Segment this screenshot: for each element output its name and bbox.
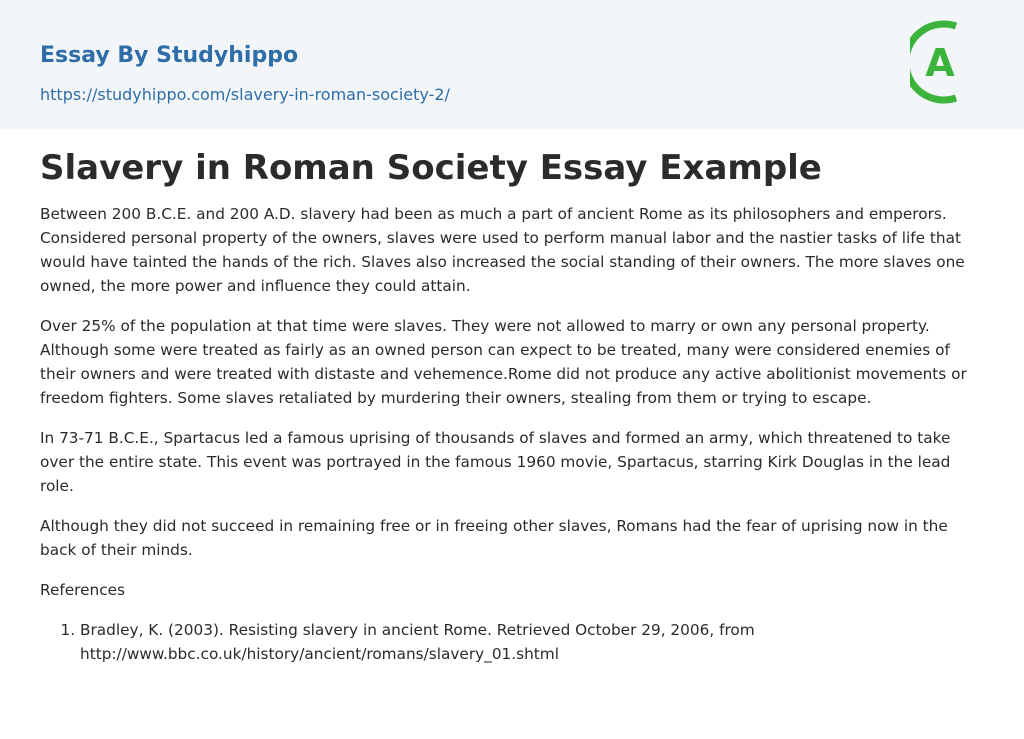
logo-letter: A bbox=[925, 41, 955, 85]
brand-title[interactable]: Essay By Studyhippo bbox=[40, 43, 299, 68]
page-url-link[interactable]: https://studyhippo.com/slavery-in-roman-society-2/ bbox=[40, 85, 450, 104]
paragraph-2: Over 25% of the population at that time were slaves. They were not allowed to marry or own any personal property. Although some were treated as fairly as an owned person can expect to be treated, many were considered enemies of their owners and were treated with distaste and vehemence.Rome did not produce any active abolitionist movements or freedom fighters. Some slaves retaliated by murdering their owners, stealing from them or trying to escape. bbox=[40, 317, 967, 407]
site-header bbox=[0, 0, 1024, 129]
paragraph-4: Although they did not succeed in remaining free or in freeing other slaves, Romans had the fear of uprising now in the back of their minds. bbox=[40, 517, 948, 559]
paragraph-1: Between 200 B.C.E. and 200 A.D. slavery had been as much a part of ancient Rome as its philosophers and emperors. Considered personal property of the owners, slaves were used to perform manual labor and the nastier tasks of life that would have tainted the hands of the rich. Slaves also increased the social standing of their owners. The more slaves one owned, the more power and influence they could attain. bbox=[40, 205, 965, 295]
reference-item: 1. Bradley, K. (2003). Resisting slavery in ancient Rome. Retrieved October 29, 2006, from http://www.bbc.co.uk/history/ancient/romans/slavery_01.shtml bbox=[80, 618, 984, 666]
studyhippo-logo-icon[interactable] bbox=[910, 18, 988, 106]
paragraph-3: In 73-71 B.C.E., Spartacus led a famous uprising of thousands of slaves and formed an army, which threatened to take over the entire state. This event was portrayed in the famous 1960 movie, Spartacus, starring Kirk Douglas in the lead role. bbox=[40, 429, 951, 495]
references-heading: References bbox=[40, 581, 125, 599]
article-body bbox=[40, 140, 984, 666]
page-title: Slavery in Roman Society Essay Example bbox=[40, 148, 822, 188]
references-list bbox=[40, 618, 984, 666]
